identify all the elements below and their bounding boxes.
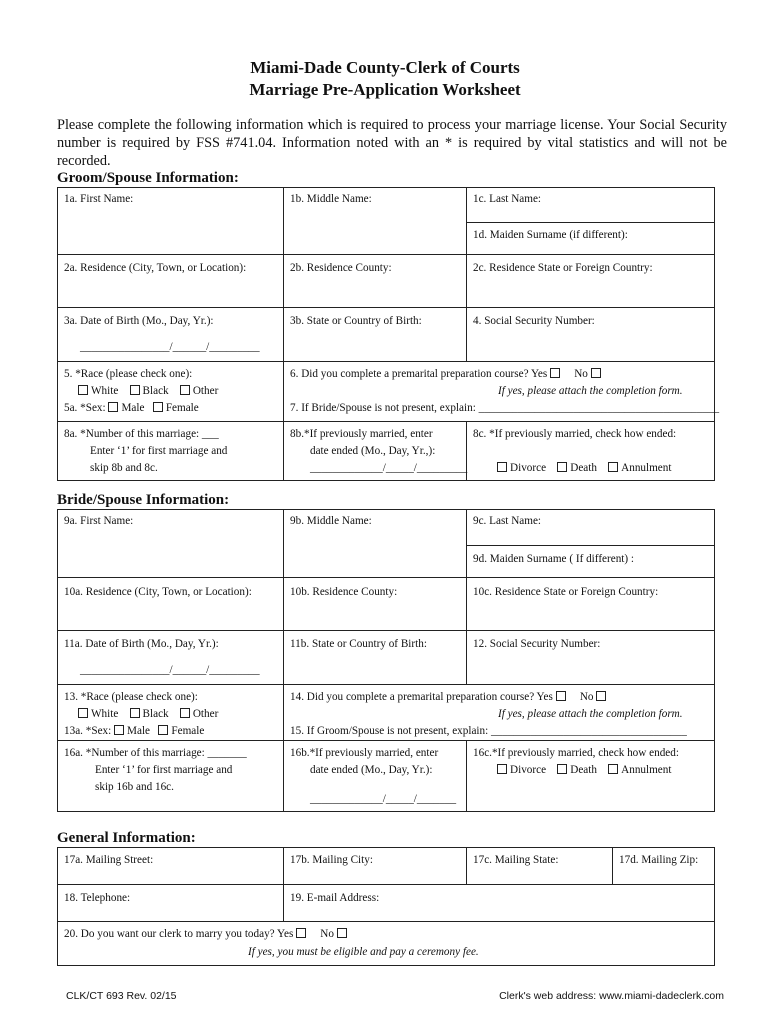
bride-sex-female-label: Female — [171, 725, 205, 737]
bride-marriage-number-label: 16a. *Number of this marriage: _______ — [64, 747, 247, 759]
bride-dob-line: ________________/______/_________ — [80, 664, 260, 676]
groom-death-label: Death — [570, 462, 597, 474]
bride-course-field — [284, 685, 715, 741]
groom-ssn-label: 4. Social Security Number: — [473, 315, 595, 327]
groom-sex-male-checkbox[interactable] — [108, 402, 118, 412]
bride-annulment-checkbox[interactable] — [608, 764, 618, 774]
bride-birth-state-label: 11b. State or Country of Birth: — [290, 638, 427, 650]
ceremony-field — [58, 922, 715, 966]
groom-annulment-checkbox[interactable] — [608, 462, 618, 472]
groom-birth-state-label: 3b. State or Country of Birth: — [290, 315, 422, 327]
bride-race-other-checkbox[interactable] — [180, 708, 190, 718]
groom-date-ended-format: date ended (Mo., Day, Yr.,): — [310, 445, 436, 457]
groom-county-field[interactable] — [284, 255, 467, 308]
bride-divorce-label: Divorce — [510, 764, 547, 776]
bride-course-no-checkbox[interactable] — [596, 691, 606, 701]
bride-date-ended-label: 16b.*If previously married, enter — [290, 747, 439, 759]
groom-course-note: If yes, please attach the completion form. — [498, 385, 683, 397]
groom-middle-name-field[interactable] — [284, 188, 467, 255]
page-title: Miami-Dade County-Clerk of Courts — [250, 58, 520, 77]
bride-marriage-number-skip: skip 16b and 16c. — [95, 781, 174, 793]
groom-dob-field[interactable] — [58, 308, 284, 362]
mailing-city-field[interactable] — [284, 848, 467, 885]
bride-form-table — [57, 509, 715, 812]
bride-sex-male-label: Male — [127, 725, 151, 737]
groom-middle-name-label: 1b. Middle Name: — [290, 193, 372, 205]
bride-course-label: 14. Did you complete a premarital preparation course? Yes — [290, 691, 553, 703]
page-subtitle: Marriage Pre-Application Worksheet — [249, 80, 521, 99]
groom-divorce-label: Divorce — [510, 462, 547, 474]
telephone-field[interactable] — [58, 885, 284, 922]
bride-race-white-checkbox[interactable] — [78, 708, 88, 718]
groom-sex-female-checkbox[interactable] — [153, 402, 163, 412]
groom-last-name-field[interactable] — [467, 188, 715, 223]
bride-race-black-checkbox[interactable] — [130, 708, 140, 718]
groom-sex-male-label: Male — [121, 402, 145, 414]
bride-death-label: Death — [570, 764, 597, 776]
groom-course-yes-checkbox[interactable] — [550, 368, 560, 378]
bride-date-ended-line: _____________/_____/_______ — [310, 793, 457, 805]
bride-marriage-number-field[interactable] — [58, 741, 284, 812]
groom-marriage-number-label: 8a. *Number of this marriage: ___ — [64, 428, 219, 440]
bride-residence-field[interactable] — [58, 578, 284, 631]
bride-course-no-label: No — [579, 691, 594, 703]
groom-marriage-number-field[interactable] — [58, 422, 284, 481]
groom-first-name-field[interactable] — [58, 188, 284, 255]
bride-residence-label: 10a. Residence (City, Town, or Location): — [64, 586, 252, 598]
mailing-city-label: 17b. Mailing City: — [290, 854, 373, 866]
bride-annulment-label: Annulment — [621, 764, 672, 776]
bride-race-white-label: White — [91, 708, 119, 720]
bride-state-field[interactable] — [467, 578, 715, 631]
groom-course-label: 6. Did you complete a premarital preparation course? Yes — [290, 368, 548, 380]
bride-date-ended-field[interactable] — [284, 741, 467, 812]
bride-ssn-label: 12. Social Security Number: — [473, 638, 601, 650]
mailing-street-label: 17a. Mailing Street: — [64, 854, 154, 866]
intro-text: Please complete the following information which is required to process your marriage license. Your Social Security number is required by FSS #741.04. Information noted with an * is required by vital statistics and will not be recorded. — [57, 117, 727, 169]
mailing-zip-field[interactable] — [613, 848, 715, 885]
groom-course-field — [284, 362, 720, 422]
bride-race-black-label: Black — [142, 708, 169, 720]
bride-explain-field[interactable]: 15. If Groom/Spouse is not present, explain: ___________________________________ — [290, 725, 687, 737]
groom-sex-label: 5a. *Sex: — [64, 402, 106, 414]
telephone-label: 18. Telephone: — [64, 892, 131, 904]
groom-race-label: 5. *Race (please check one): — [64, 368, 193, 380]
groom-dob-label: 3a. Date of Birth (Mo., Day, Yr.): — [64, 315, 214, 327]
mailing-street-field[interactable] — [58, 848, 284, 885]
bride-course-note: If yes, please attach the completion form. — [498, 708, 683, 720]
bride-state-label: 10c. Residence State or Foreign Country: — [473, 586, 659, 598]
groom-date-ended-field[interactable] — [284, 422, 467, 481]
groom-explain-field[interactable]: 7. If Bride/Spouse is not present, explain: ___________________________________________ — [290, 402, 720, 414]
groom-last-name-label: 1c. Last Name: — [473, 193, 542, 205]
bride-race-label: 13. *Race (please check one): — [64, 691, 198, 703]
groom-race-white-checkbox[interactable] — [78, 385, 88, 395]
bride-middle-name-field[interactable] — [284, 510, 467, 578]
bride-first-name-label: 9a. First Name: — [64, 515, 134, 527]
bride-date-ended-format: date ended (Mo., Day, Yr.): — [310, 764, 433, 776]
bride-ssn-field[interactable] — [467, 631, 715, 685]
bride-last-name-label: 9c. Last Name: — [473, 515, 542, 527]
bride-marriage-number-hint: Enter ‘1’ for first marriage and — [95, 764, 233, 776]
mailing-state-label: 17c. Mailing State: — [473, 854, 559, 866]
groom-section-heading: Groom/Spouse Information: — [57, 170, 239, 186]
groom-sex-female-label: Female — [165, 402, 199, 414]
email-field[interactable] — [284, 885, 715, 922]
groom-race-sex-field — [58, 362, 284, 422]
bride-dob-label: 11a. Date of Birth (Mo., Day, Yr.): — [64, 638, 219, 650]
email-label: 19. E-mail Address: — [290, 892, 380, 904]
groom-ssn-field[interactable] — [467, 308, 715, 362]
groom-how-ended-label: 8c. *If previously married, check how ended: — [473, 428, 677, 440]
groom-county-label: 2b. Residence County: — [290, 262, 392, 274]
groom-annulment-label: Annulment — [621, 462, 672, 474]
groom-race-other-checkbox[interactable] — [180, 385, 190, 395]
bride-race-sex-field — [58, 685, 284, 741]
general-form-table — [57, 847, 715, 966]
bride-county-label: 10b. Residence County: — [290, 586, 398, 598]
ceremony-yes-checkbox[interactable] — [296, 928, 306, 938]
form-id: CLK/CT 693 Rev. 02/15 — [66, 990, 177, 1002]
groom-race-black-label: Black — [142, 385, 169, 397]
groom-divorce-checkbox[interactable] — [497, 462, 507, 472]
groom-race-white-label: White — [91, 385, 119, 397]
mailing-state-field[interactable] — [467, 848, 613, 885]
groom-how-ended-field — [467, 422, 715, 481]
bride-maiden-surname-field[interactable] — [467, 546, 715, 578]
ceremony-no-label: No — [320, 928, 334, 940]
groom-marriage-number-skip: skip 8b and 8c. — [90, 462, 158, 474]
bride-sex-male-checkbox[interactable] — [114, 725, 124, 735]
groom-state-field[interactable] — [467, 255, 715, 308]
groom-date-ended-label: 8b.*If previously married, enter — [290, 428, 433, 440]
ceremony-no-checkbox[interactable] — [337, 928, 347, 938]
bride-divorce-checkbox[interactable] — [497, 764, 507, 774]
bride-section-heading: Bride/Spouse Information: — [57, 492, 230, 508]
groom-dob-line: ________________/______/_________ — [80, 341, 260, 353]
groom-race-other-label: Other — [192, 385, 219, 397]
bride-dob-field[interactable] — [58, 631, 284, 685]
bride-death-checkbox[interactable] — [557, 764, 567, 774]
bride-middle-name-label: 9b. Middle Name: — [290, 515, 372, 527]
groom-course-no-checkbox[interactable] — [591, 368, 601, 378]
general-section-heading: General Information: — [57, 830, 196, 846]
groom-state-label: 2c. Residence State or Foreign Country: — [473, 262, 653, 274]
groom-form-table — [57, 187, 720, 481]
groom-residence-field[interactable] — [58, 255, 284, 308]
ceremony-note: If yes, you must be eligible and pay a ceremony fee. — [248, 946, 479, 958]
bride-maiden-surname-label: 9d. Maiden Surname ( If different) : — [473, 553, 635, 565]
bride-race-other-label: Other — [192, 708, 219, 720]
mailing-zip-label: 17d. Mailing Zip: — [619, 854, 699, 866]
groom-first-name-label: 1a. First Name: — [64, 193, 134, 205]
bride-sex-female-checkbox[interactable] — [158, 725, 168, 735]
website-text: Clerk's web address: www.miami-dadeclerk.com — [499, 990, 724, 1002]
groom-marriage-number-hint: Enter ‘1’ for first marriage and — [90, 445, 228, 457]
bride-course-yes-checkbox[interactable] — [556, 691, 566, 701]
ceremony-label: 20. Do you want our clerk to marry you today? Yes — [64, 928, 294, 940]
groom-course-no-label: No — [574, 368, 588, 380]
groom-maiden-surname-label: 1d. Maiden Surname (if different): — [473, 229, 628, 241]
bride-birth-state-field[interactable] — [284, 631, 467, 685]
bride-how-ended-field — [467, 741, 715, 812]
bride-last-name-field[interactable] — [467, 510, 715, 546]
groom-death-checkbox[interactable] — [557, 462, 567, 472]
groom-race-black-checkbox[interactable] — [130, 385, 140, 395]
bride-how-ended-label: 16c.*If previously married, check how ended: — [473, 747, 679, 759]
groom-maiden-surname-field[interactable] — [467, 223, 715, 255]
bride-sex-label: 13a. *Sex: — [64, 725, 112, 737]
groom-date-ended-line: _____________/_____/_________ — [310, 462, 468, 474]
groom-birth-state-field[interactable] — [284, 308, 467, 362]
groom-residence-label: 2a. Residence (City, Town, or Location): — [64, 262, 247, 274]
bride-first-name-field[interactable] — [58, 510, 284, 578]
bride-county-field[interactable] — [284, 578, 467, 631]
